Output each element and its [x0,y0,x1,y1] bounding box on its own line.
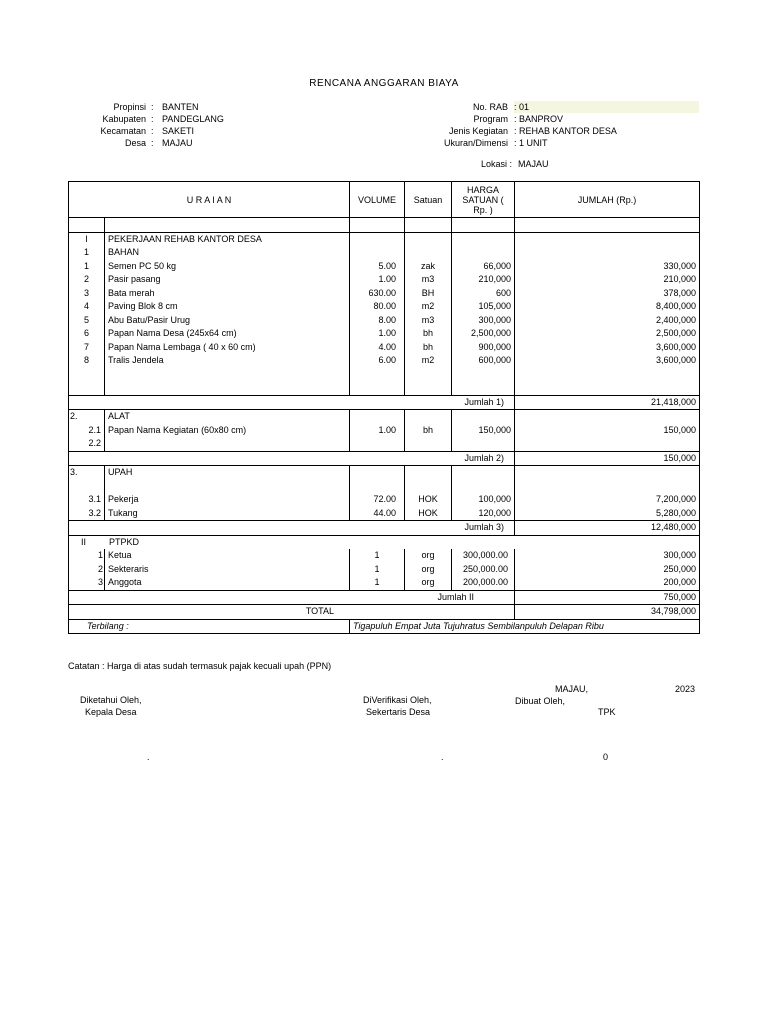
row-volume: 1.00 [350,273,405,287]
row-jumlah [515,437,700,451]
row-satuan: m2 [405,354,452,368]
row-no: 2 [69,563,105,577]
row-no: 2.1 [69,424,105,438]
meta-value: MAJAU [162,138,193,148]
meta-label: Lokasi : [480,159,512,169]
row-no: 1 [69,246,105,260]
row-no: 2.2 [69,437,105,451]
row-harga: 250,000.00 [452,563,515,577]
meta-label: Ukuran/Dimensi [443,138,508,148]
row-no: 8 [69,354,105,368]
subtotal-row [69,521,700,536]
header-volume: VOLUME [350,182,405,218]
table-row [69,493,700,507]
meta-value: : REHAB KANTOR DESA [514,126,617,136]
meta-value: : BANPROV [514,114,564,124]
row-jumlah: 5,280,000 [515,507,700,521]
row-harga [452,437,515,451]
row-name [105,437,350,451]
row-name: Papan Nama Desa (245x64 cm) [105,327,350,341]
meta-kabupaten [0,113,360,125]
sign-mid-1: DiVerifikasi Oleh, [363,695,432,705]
meta-value-highlighted: : 01 [514,101,699,113]
header-harga: HARGA SATUAN ( Rp. ) [452,182,515,218]
row-satuan: bh [405,424,452,438]
budget-table [68,181,700,634]
row-volume: 6.00 [350,354,405,368]
row-name: Pekerja [105,493,350,507]
row-harga: 120,000 [452,507,515,521]
row-no: 3.1 [69,493,105,507]
total-label: TOTAL [69,605,515,620]
row-harga: 200,000.00 [452,576,515,590]
meta-label: Program [473,114,508,124]
section3-items [69,493,700,521]
sign-left-1: Diketahui Oleh, [80,695,142,705]
row-jumlah: 2,500,000 [515,327,700,341]
table-row [69,368,700,382]
row-satuan [405,437,452,451]
table-row [69,437,700,451]
row-jumlah: 7,200,000 [515,493,700,507]
section2-items [69,424,700,452]
row-harga: 600 [452,287,515,301]
subtotal-value: 150,000 [515,451,700,466]
table-row [69,260,700,274]
row-name: Anggota [105,576,350,590]
row-volume: 4.00 [350,341,405,355]
table-header [69,182,700,218]
row-jumlah: 200,000 [515,576,700,590]
sign-place: MAJAU, [555,684,589,694]
table-row [69,576,700,590]
row-jumlah: 378,000 [515,287,700,301]
row-name: Paving Blok 8 cm [105,300,350,314]
meta-colon: : [151,138,154,148]
meta-value: BANTEN [162,102,199,112]
row-jumlah: 8,400,000 [515,300,700,314]
row-no: II [81,536,87,547]
row-satuan: HOK [405,493,452,507]
row-name: Bata merah [105,287,350,301]
total-row [69,605,700,620]
subtotal-label: Jumlah 2) [69,451,515,466]
row-jumlah: 150,000 [515,424,700,438]
row-name [69,535,700,549]
row-jumlah: 250,000 [515,563,700,577]
subtotal-row [69,451,700,466]
row-harga: 105,000 [452,300,515,314]
row-volume: 5.00 [350,260,405,274]
section-row [69,410,700,424]
sign-right-2: TPK [598,707,616,717]
row-volume: 1 [350,549,405,563]
row-satuan: BH [405,287,452,301]
row-satuan: bh [405,341,452,355]
row-harga: 900,000 [452,341,515,355]
row-jumlah: 3,600,000 [515,354,700,368]
document-title: RENCANA ANGGARAN BIAYA [309,78,459,89]
meta-value: SAKETI [162,126,195,136]
terbilang-row [69,619,700,634]
subtotal-label: Jumlah 3) [69,521,515,536]
meta-label: Desa [124,138,146,148]
row-satuan: HOK [405,507,452,521]
total-value: 34,798,000 [515,605,700,620]
row-name: Semen PC 50 kg [105,260,350,274]
sign-right-1: Dibuat Oleh, [515,696,566,706]
meta-kecamatan [0,125,360,137]
row-no: 4 [69,300,105,314]
subtotal-value: 12,480,000 [515,521,700,536]
sign-right-name: 0 [603,752,609,762]
terbilang-label: Terbilang : [69,619,350,634]
row-volume: 1.00 [350,424,405,438]
meta-lokasi [380,158,700,170]
row-name: Tukang [105,507,350,521]
row-volume: 80.00 [350,300,405,314]
table-row [69,507,700,521]
row-no: I [69,232,105,246]
section-row [69,232,700,246]
row-name: PEKERJAAN REHAB KANTOR DESA [105,232,350,246]
row-harga: 210,000 [452,273,515,287]
table-row [69,480,700,494]
row-satuan: org [405,576,452,590]
row-no: 1 [69,549,105,563]
section-row [69,466,700,480]
row-satuan: bh [405,327,452,341]
row-satuan: m3 [405,273,452,287]
table-row [69,341,700,355]
row-harga: 150,000 [452,424,515,438]
row-no: 5 [69,314,105,328]
row-name: BAHAN [105,246,350,260]
subtotal-label: Jumlah II [69,590,515,605]
header-jumlah: JUMLAH (Rp.) [515,182,700,218]
table-row [69,354,700,368]
subsection-row [69,246,700,260]
row-no: 6 [69,327,105,341]
subtotal-label: Jumlah 1) [69,395,515,410]
row-no: 3. [69,466,105,480]
row-no: 2 [69,273,105,287]
row-no: 3 [69,576,105,590]
row-harga: 100,000 [452,493,515,507]
row-volume: 8.00 [350,314,405,328]
header-uraian: U R A I A N [69,182,350,218]
row-name: Tralis Jendela [105,354,350,368]
row-volume: 44.00 [350,507,405,521]
terbilang-value: Tigapuluh Empat Juta Tujuhratus Sembilanpuluh Delapan Ribu [350,619,700,634]
table-row [69,381,700,395]
row-satuan: zak [405,260,452,274]
table-row [69,327,700,341]
meta-label: No. RAB [472,102,508,112]
row-satuan: m2 [405,300,452,314]
row-harga: 66,000 [452,260,515,274]
row-jumlah: 210,000 [515,273,700,287]
row-volume: 630.00 [350,287,405,301]
meta-label: Kecamatan [100,126,146,136]
row-name: Pasir pasang [105,273,350,287]
row-volume: 1.00 [350,327,405,341]
row-harga: 2,500,000 [452,327,515,341]
row-jumlah: 3,600,000 [515,341,700,355]
row-no: 7 [69,341,105,355]
row-name: Papan Nama Kegiatan (60x80 cm) [105,424,350,438]
row-volume [350,437,405,451]
subtotal-row [69,395,700,410]
row-harga: 300,000.00 [452,549,515,563]
meta-propinsi [0,101,360,113]
table-row [69,563,700,577]
note: Catatan : Harga di atas sudah termasuk pajak kecuali upah (PPN) [68,661,332,671]
meta-label: Kabupaten [102,114,146,124]
subtotal-value: 750,000 [515,590,700,605]
table-row [69,273,700,287]
row-no: 3.2 [69,507,105,521]
row-no: 3 [69,287,105,301]
row-satuan: org [405,563,452,577]
table-row [69,218,700,233]
meta-colon: : [151,114,154,124]
row-harga: 300,000 [452,314,515,328]
sign-year: 2023 [675,684,696,694]
table-row [69,549,700,563]
meta-program [380,113,700,125]
meta-jenis-kegiatan [380,125,700,137]
meta-desa [0,137,360,149]
section-row [69,535,700,549]
subtotal-value: 21,418,000 [515,395,700,410]
meta-ukuran [380,137,700,149]
row-no: 1 [69,260,105,274]
row-volume: 72.00 [350,493,405,507]
meta-value: : 1 UNIT [514,138,548,148]
section4-items [69,549,700,590]
table-row [69,300,700,314]
sign-left-name: . [147,752,150,762]
meta-value: PANDEGLANG [162,114,224,124]
row-jumlah: 2,400,000 [515,314,700,328]
row-name: Papan Nama Lembaga ( 40 x 60 cm) [105,341,350,355]
sign-mid-2: Sekertaris Desa [366,707,431,717]
row-no: 2. [69,410,105,424]
row-harga: 600,000 [452,354,515,368]
row-jumlah: 300,000 [515,549,700,563]
sign-mid-name: . [441,752,444,762]
meta-label: Propinsi [113,102,146,112]
row-satuan: m3 [405,314,452,328]
meta-label: Jenis Kegiatan [448,126,508,136]
row-name: ALAT [105,410,350,424]
table-row [69,424,700,438]
row-name: Sekteraris [105,563,350,577]
meta-no-rab [380,101,700,113]
table-row [69,287,700,301]
row-name: Abu Batu/Pasir Urug [105,314,350,328]
subtotal-row [69,590,700,605]
row-name: Ketua [105,549,350,563]
section1-items [69,260,700,368]
row-jumlah: 330,000 [515,260,700,274]
row-volume: 1 [350,576,405,590]
row-name: UPAH [105,466,350,480]
row-title: PTPKD [109,536,140,547]
sign-left-2: Kepala Desa [85,707,137,717]
meta-value: MAJAU [518,159,549,169]
row-volume: 1 [350,563,405,577]
table-row [69,314,700,328]
header-satuan: Satuan [405,182,452,218]
meta-colon: : [151,126,154,136]
row-satuan: org [405,549,452,563]
meta-colon: : [151,102,154,112]
